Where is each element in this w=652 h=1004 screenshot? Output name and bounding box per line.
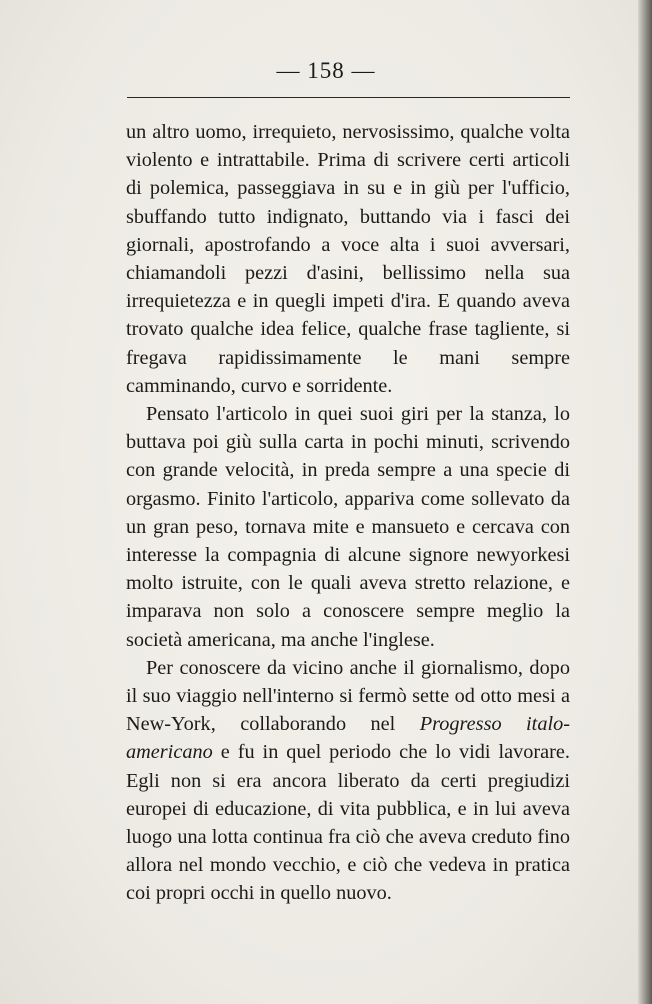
paragraph-2-text: Pensato l'articolo in quei suoi giri per la stanza, lo buttava poi giù sulla carta in pochi minuti, scrivendo con grande velocità, in preda sempre a una specie di orgasmo. Finito l'articolo, appariva come sollevato da un gran peso, tornava mite e mansueto e cercava con interesse la compagnia di alcune signore newyorkesi molto istruite, con le quali aveva stretto relazione, e imparava non solo a conoscere sempre meglio la società americana, ma anche l'inglese.: [126, 403, 570, 651]
paragraph-2: [126, 400, 570, 654]
page-edge-shadow: [638, 0, 652, 1004]
newspaper-title: Progresso italo-americano: [126, 713, 570, 764]
header-rule: [127, 97, 570, 98]
body-text: [126, 118, 570, 908]
paragraph-1: [126, 118, 570, 400]
paragraph-3-text-start: Per conoscere da vicino anche il giornalismo, dopo il suo viaggio nell'interno si fermò sette od otto mesi a New-York, collaborando nel: [126, 656, 570, 736]
paragraph-1-text: un altro uomo, irrequieto, nervosissimo, qualche volta violento e intrattabile. Prima di scrivere certi articoli di polemica, passeggiava in su e in giù per l'ufficio, sbuffando tutto indignato, buttando via i fasci dei giornali, apostrofando a voce alta i suoi avversari, chiamandoli pezzi d'asini, bellissimo nella sua irrequietezza e in quegli impeti d'ira. E quando aveva trovato qualche idea felice, qualche frase tagliente, si fregava rapidissimamente le mani sempre camminando, curvo e sorridente.: [126, 121, 570, 397]
paragraph-3-text-end: e fu in quel periodo che lo vidi lavorare. Egli non si era ancora liberato da certi pregiudizi europei di educazione, di vita pubblica, e in lui aveva luogo una lotta continua fra ciò che aveva creduto fino allora nel mondo vecchio, e ciò che vedeva in pratica coi propri occhi in quello nuovo.: [126, 741, 570, 905]
paragraph-3: [126, 654, 570, 908]
page-number: — 158 —: [276, 58, 376, 83]
